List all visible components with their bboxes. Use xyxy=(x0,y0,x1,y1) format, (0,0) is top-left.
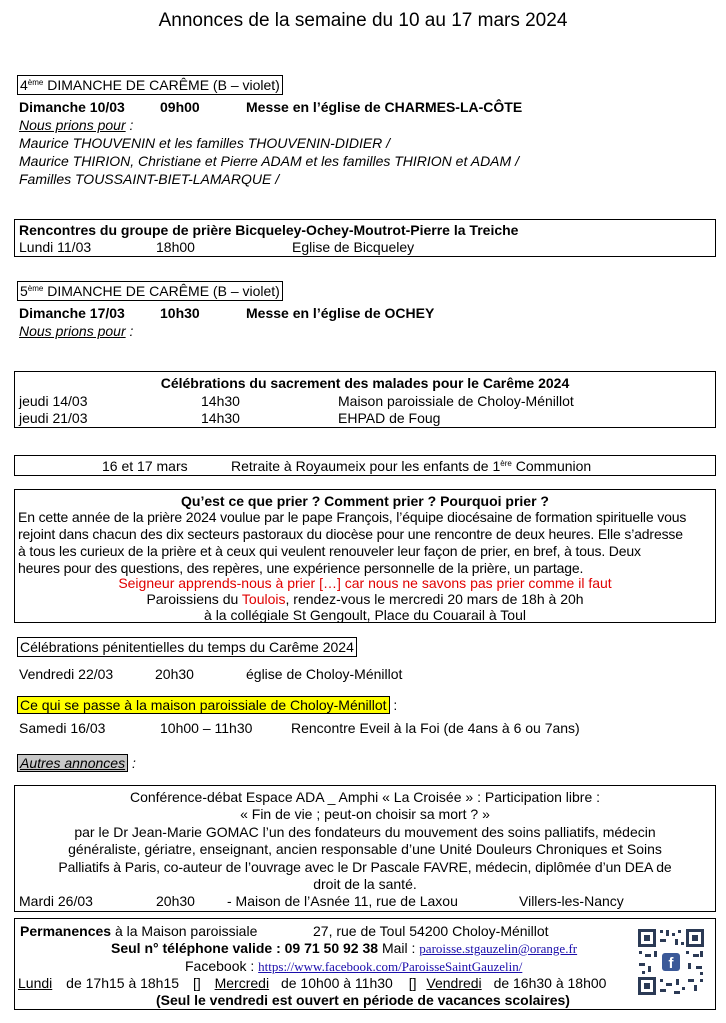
footer-address: 27, rue de Toul 54200 Choloy-Ménillot xyxy=(313,923,549,939)
sick-row-2-time: 14h30 xyxy=(201,410,240,426)
sick-row-1-time: 14h30 xyxy=(201,393,240,409)
penitential-label: Célébrations pénitentielles du temps du Carême 2024 xyxy=(17,637,357,657)
footer-box xyxy=(14,918,716,1010)
sunday5-mass: Messe en l’église de OCHEY xyxy=(246,305,435,321)
conference-place: - Maison de l’Asnée 11, rue de Laxou xyxy=(227,893,458,909)
sunday5-time: 10h30 xyxy=(160,305,200,321)
sick-row-2-place: EHPAD de Foug xyxy=(338,410,441,426)
prayer-location: à la collégiale St Gengoult, Place du Couarail à Toul xyxy=(204,607,526,623)
sick-row-1-day: jeudi 14/03 xyxy=(19,393,88,409)
svg-text:f: f xyxy=(668,955,674,972)
prayer-group-place: Eglise de Bicqueley xyxy=(292,239,415,255)
footer-note: (Seul le vendredi est ouvert en période de vacances scolaires) xyxy=(156,992,570,1008)
prayer-body-4: heures pour des questions, des repères, une expérience personnelle de la prière, un partage. xyxy=(18,560,584,576)
sick-title: Célébrations du sacrement des malades pour le Carême 2024 xyxy=(160,375,570,391)
parish-house-time: 10h00 – 11h30 xyxy=(160,720,253,736)
sunday4-intention-3: Familles TOUSSAINT-BIET-LAMARQUE / xyxy=(19,171,280,187)
conference-time: 20h30 xyxy=(156,893,195,909)
prayer-body-3: à tous les curieux de la prière et à ceux qui veulent renouveler leur façon de prier, en bref, à tous. Deux xyxy=(18,543,641,559)
footer-phone: Seul n° téléphone valide : 09 71 50 92 38 Mail : paroisse.stgauzelin@orange.fr xyxy=(111,940,578,956)
prayer-group-box xyxy=(14,219,716,257)
footer-hours: Lundi de 17h15 à 18h15 [] Mercredi de 10h00 à 11h30 [] Vendredi de 16h30 à 18h00 xyxy=(18,975,607,991)
conference-day: Mardi 26/03 xyxy=(19,893,93,909)
sunday4-time: 09h00 xyxy=(160,99,200,115)
prayer-group-day: Lundi 11/03 xyxy=(19,239,92,255)
sunday4-label: 4ème DIMANCHE DE CARÊME (B – violet) xyxy=(17,75,283,95)
qr-code-facebook-icon xyxy=(636,927,706,997)
parish-house-day: Samedi 16/03 xyxy=(19,720,106,736)
prayer-group-title: Rencontres du groupe de prière Bicqueley-Ochey-Moutrot-Pierre la Treiche xyxy=(19,222,519,238)
conference-city: Villers-les-Nancy xyxy=(519,893,624,909)
penitential-day: Vendredi 22/03 xyxy=(19,666,114,682)
penitential-time: 20h30 xyxy=(155,666,194,682)
footer-permanences: Permanences à la Maison paroissiale xyxy=(20,923,258,939)
prayer-body-2: rejoint dans chacun des dix secteurs pastoraux du diocèse pour une rencontre de deux heures. Elle s’adresse xyxy=(18,526,683,542)
sunday4-day: Dimanche 10/03 xyxy=(19,99,125,115)
sick-box xyxy=(14,371,716,428)
sick-row-2-day: jeudi 21/03 xyxy=(19,410,88,426)
conference-line-6: droit de la santé. xyxy=(313,876,417,892)
prayer-box xyxy=(14,489,716,623)
prayer-title: Qu’est ce que prier ? Comment prier ? Pourquoi prier ? xyxy=(181,493,549,509)
footer-facebook-link[interactable]: https://www.facebook.com/ParoisseSaintGauzelin/ xyxy=(258,959,523,974)
sunday5-pray: Nous prions pour : xyxy=(19,323,134,339)
conference-line-2: « Fin de vie ; peut-on choisir sa mort ? » xyxy=(240,806,490,822)
sunday5-day: Dimanche 17/03 xyxy=(19,305,125,321)
prayer-body-1: En cette année de la prière 2024 voulue par le pape François, l’équipe diocésaine de formation spirituelle vous xyxy=(18,509,687,525)
sick-row-1-place: Maison paroissiale de Choloy-Ménillot xyxy=(338,393,574,409)
conference-box xyxy=(14,785,716,912)
retreat-box xyxy=(14,455,716,476)
prayer-invite: Paroissiens du Toulois, rendez-vous le mercredi 20 mars de 18h à 20h xyxy=(146,591,584,607)
sunday5-label: 5ème DIMANCHE DE CARÊME (B – violet) xyxy=(17,281,283,301)
sunday4-intention-2: Maurice THIRION, Christiane et Pierre ADAM et les familles THIRION et ADAM / xyxy=(19,153,519,169)
prayer-quote: Seigneur apprends-nous à prier […] car nous ne savons pas prier comme il faut xyxy=(118,575,612,591)
sunday4-pray: Nous prions pour : xyxy=(19,117,134,133)
conference-line-4: généraliste, gériatre, enseignant, ancien responsable d’une Unité Douleurs Chroniques et Soins xyxy=(68,841,662,857)
page-title: Annonces de la semaine du 10 au 17 mars 2024 xyxy=(158,10,568,31)
prayer-group-time: 18h00 xyxy=(156,239,195,255)
sunday4-mass: Messe en l’église de CHARMES-LA-CÔTE xyxy=(246,99,523,115)
conference-line-1: Conférence-débat Espace ADA _ Amphi « La Croisée » : Participation libre : xyxy=(129,789,601,805)
penitential-place: église de Choloy-Ménillot xyxy=(246,666,403,682)
parish-house-event: Rencontre Eveil à la Foi (de 4ans à 6 ou 7ans) xyxy=(291,720,580,736)
footer-mail-link[interactable]: paroisse.stgauzelin@orange.fr xyxy=(419,941,578,956)
sunday4-intention-1: Maurice THOUVENIN et les familles THOUVENIN-DIDIER / xyxy=(19,135,391,151)
conference-line-3: par le Dr Jean-Marie GOMAC l’un des fondateurs du mouvement des soins palliatifs, médecin xyxy=(74,824,656,840)
retreat-dates: 16 et 17 mars xyxy=(102,458,188,474)
other-heading: Autres annonces : xyxy=(17,754,136,772)
conference-line-5: Palliatifs à Paris, co-auteur de l’ouvrage avec le Dr Pascale FAVRE, médecin, diplômée d’un DEA de xyxy=(58,859,672,875)
parish-house-heading: Ce qui se passe à la maison paroissiale de Choloy-Ménillot : xyxy=(17,696,397,714)
retreat-text: Retraite à Royaumeix pour les enfants de 1ère Communion xyxy=(231,458,592,474)
footer-facebook: Facebook : https://www.facebook.com/ParoisseSaintGauzelin/ xyxy=(185,958,523,974)
